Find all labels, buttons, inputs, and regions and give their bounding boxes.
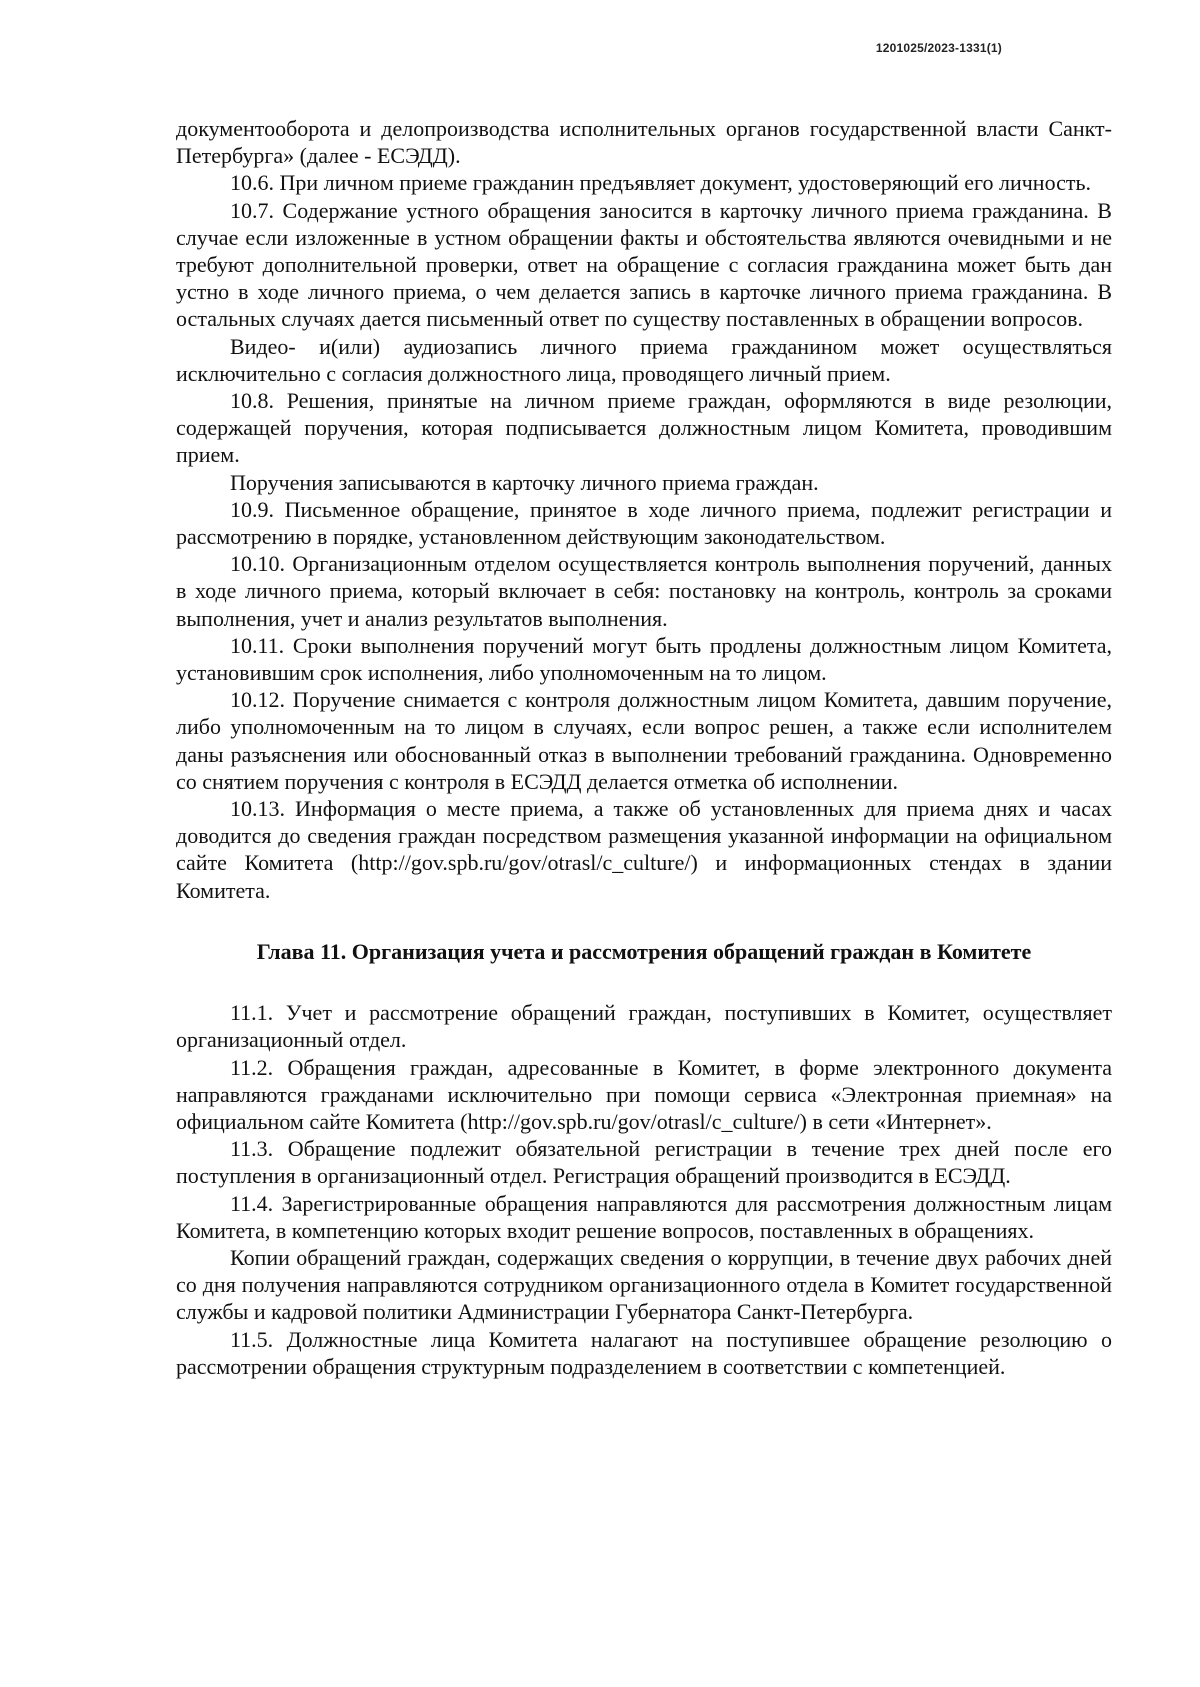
paragraph: документооборота и делопроизводства исполнительных органов государственной власти Санкт-Петербурга» (далее - ЕСЭДД). — [176, 116, 1112, 169]
paragraph: 11.3. Обращение подлежит обязательной регистрации в течение трех дней после его поступления в организационный отдел. Регистрация обращений производится в ЕСЭДД. — [176, 1136, 1112, 1189]
document-body — [176, 115, 1112, 1380]
paragraph: 10.13. Информация о месте приема, а также об установленных для приема днях и часах доводится до сведения граждан посредством размещения указанной информации на официальном сайте Комитета (http://gov.spb.ru/gov/otrasl/c_culture/) и информационных стендах в здании Комитета. — [176, 796, 1112, 903]
paragraph: 11.5. Должностные лица Комитета налагают на поступившее обращение резолюцию о рассмотрении обращения структурным подразделением в соответствии с компетенцией. — [176, 1326, 1112, 1379]
paragraph: 10.10. Организационным отделом осуществляется контроль выполнения поручений, данных в ходе личного приема, который включает в себя: постановку на контроль, контроль за сроками выполнения, учет и анализ результатов выполнения. — [176, 551, 1112, 631]
paragraph: Видео- и(или) аудиозапись личного приема гражданином может осуществляться исключительно с согласия должностного лица, проводящего личный прием. — [176, 333, 1112, 386]
paragraph: 10.8. Решения, принятые на личном приеме граждан, оформляются в виде резолюции, содержащей поручения, которая подписывается должностным лицом Комитета, проводившим прием. — [176, 388, 1112, 468]
paragraph: Копии обращений граждан, содержащих сведения о коррупции, в течение двух рабочих дней со дня получения направляются сотрудником организационного отдела в Комитет государственной службы и кадровой политики Администрации Губернатора Санкт-Петербурга. — [176, 1244, 1112, 1325]
paragraph: 10.11. Сроки выполнения поручений могут быть продлены должностным лицом Комитета, установившим срок исполнения, либо уполномоченным на то лицом. — [176, 632, 1112, 686]
chapter-title: Глава 11. Организация учета и рассмотрения обращений граждан в Комитете — [256, 938, 1032, 964]
paragraph: 10.7. Содержание устного обращения заносится в карточку личного приема гражданина. В случае если изложенные в устном обращении факты и обстоятельства являются очевидными и не требуют дополнительной проверки, ответ на обращение с согласия гражданина может быть дан устно в ходе личного приема, о чем делается запись в карточке личного приема гражданина. В остальных случаях дается письменный ответ по существу поставленных в обращении вопросов. — [176, 197, 1112, 332]
paragraph: 11.1. Учет и рассмотрение обращений граждан, поступивших в Комитет, осуществляет организационный отдел. — [176, 1000, 1112, 1053]
paragraph: 11.4. Зарегистрированные обращения направляются для рассмотрения должностным лицам Комитета, в компетенцию которых входит решение вопросов, поставленных в обращениях. — [176, 1190, 1112, 1243]
paragraph: Поручения записываются в карточку личного приема граждан. — [230, 469, 819, 495]
paragraph: 11.2. Обращения граждан, адресованные в Комитет, в форме электронного документа направляются гражданами исключительно при помощи сервиса «Электронная приемная» на официальном сайте Комитета (http://gov.spb.ru/gov/otrasl/c_culture/) в сети «Интернет». — [176, 1054, 1112, 1134]
paragraphs-after-chapter — [176, 999, 1112, 1380]
document-registration-number: 1201025/2023-1331(1) — [875, 41, 1002, 55]
paragraph: 10.12. Поручение снимается с контроля должностным лицом Комитета, давшим поручение, либо уполномоченным на то лицом в случаях, если вопрос решен, а также если исполнителем даны разъяснения или обоснованный отказ в выполнении требований гражданина. Одновременно со снятием поручения с контроля в ЕСЭДД делается отметка об исполнении. — [176, 687, 1112, 794]
paragraph: 10.6. При личном приеме гражданин предъявляет документ, удостоверяющий его личность. — [230, 170, 1092, 196]
paragraphs-before-chapter — [176, 115, 1112, 904]
paragraph: 10.9. Письменное обращение, принятое в ходе личного приема, подлежит регистрации и рассмотрению в порядке, установленном действующим законодательством. — [176, 496, 1112, 550]
